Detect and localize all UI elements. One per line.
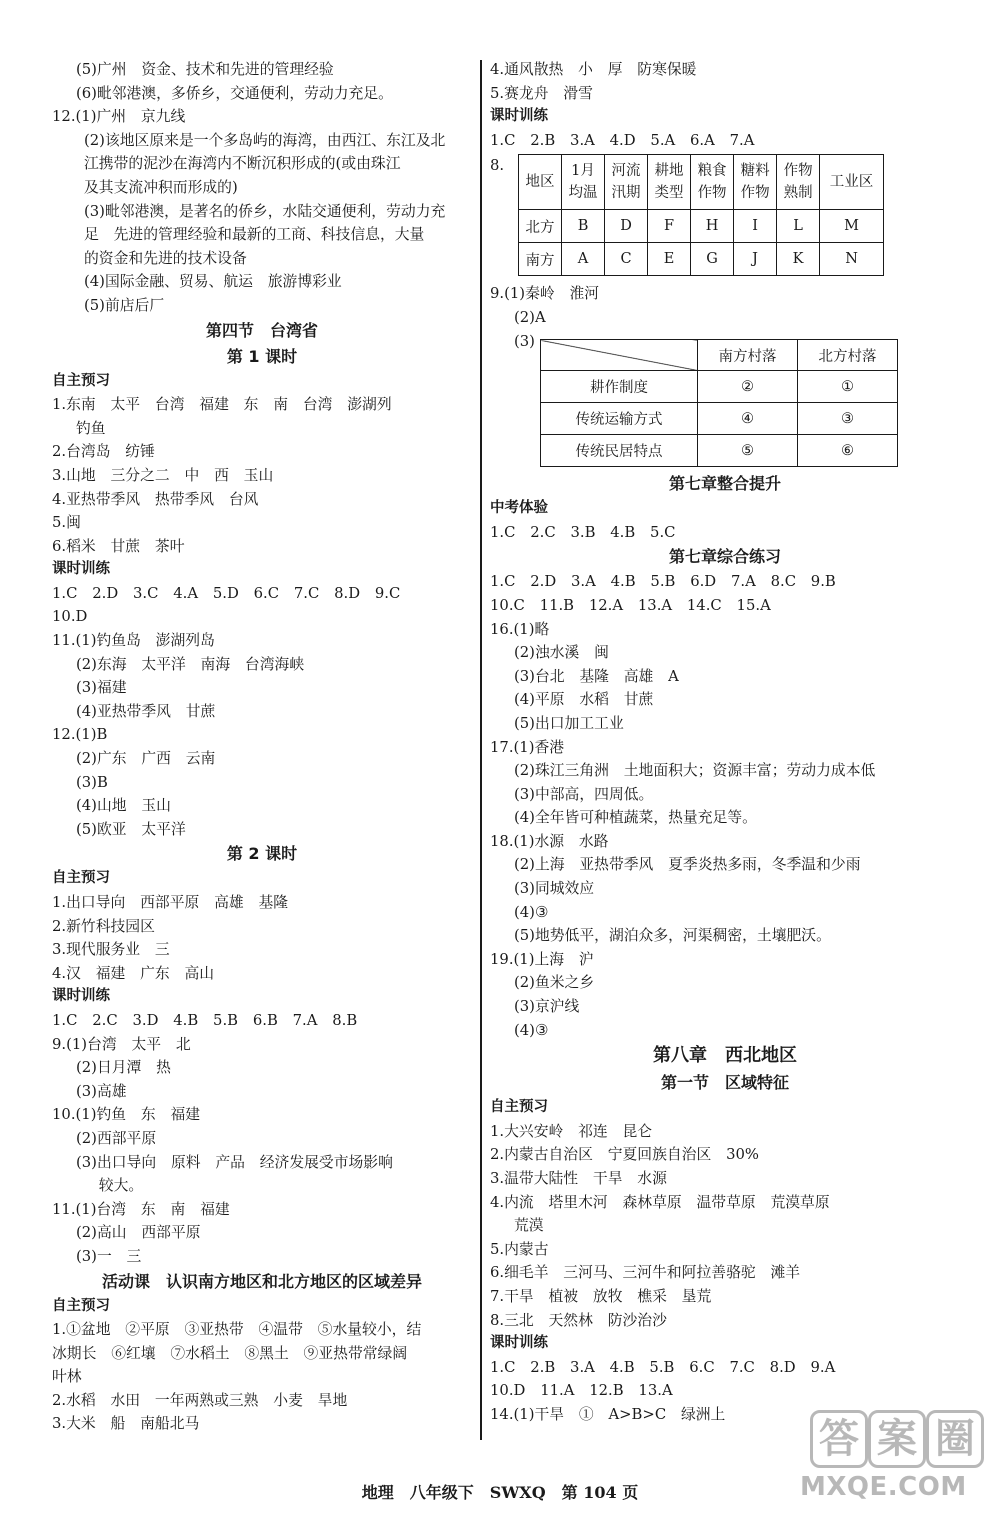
section-heading: 中考体验	[490, 500, 548, 517]
answer-line: (2)东海 太平洋 南海 台湾海峡	[76, 655, 305, 673]
table8-cell: I	[734, 210, 777, 243]
answer-line: 3.温带大陆性 干旱 水源	[490, 1170, 667, 1187]
answer-line: 2.水稻 水田 一年两熟或三熟 小麦 旱地	[52, 1391, 348, 1409]
answer-line: (2)日月潭 热	[76, 1059, 171, 1077]
table8-cell: D	[605, 210, 648, 243]
answer-line: 1.C 2.B 3.A 4.B 5.B 6.C 7.C 8.D 9.A	[490, 1358, 836, 1376]
table8-cell: N	[820, 243, 884, 276]
right-column	[490, 58, 960, 1427]
question-9-table-wrap	[490, 339, 960, 467]
answer-line: (5)出口加工工业	[514, 714, 624, 732]
table9-cell: 耕作制度	[541, 371, 698, 403]
column-divider	[480, 60, 482, 1440]
answer-line: (2)A	[514, 308, 546, 326]
answer-line: 钓鱼	[76, 419, 106, 437]
table8-header-cell: 地区	[519, 155, 562, 210]
answer-line: 9.(1)台湾 太平 北	[52, 1035, 191, 1053]
answer-line: (3)同城效应	[514, 880, 595, 898]
answer-line: 及其支流冲积而形成的)	[84, 178, 238, 196]
table8-header-cell: 1月 均温	[562, 155, 605, 210]
section-heading: 第八章 西北地区	[653, 1045, 797, 1067]
table8-cell: K	[777, 243, 820, 276]
answer-line: (3)高雄	[76, 1082, 127, 1100]
answer-line: (2)广东 广西 云南	[76, 750, 216, 768]
answer-line: 4.通风散热 小 厚 防寒保暖	[490, 61, 697, 78]
answer-line: (3)B	[76, 773, 108, 791]
answer-line: 6.稻米 甘蔗 茶叶	[52, 537, 185, 555]
table9-header-cell	[541, 340, 698, 371]
watermark-char: 案	[868, 1410, 926, 1468]
answer-line: (5)前店后厂	[84, 296, 165, 314]
q8-label: 8.	[490, 157, 505, 175]
answer-line: 18.(1)水源 水路	[490, 832, 609, 850]
answer-line: 足 先进的管理经验和最新的工商、科技信息，大量	[84, 226, 425, 244]
answer-line: 1.C 2.D 3.A 4.B 5.B 6.D 7.A 8.C 9.B	[490, 573, 836, 591]
answer-line: 3.大米 船 南船北马	[52, 1415, 200, 1433]
answer-line: (3)毗邻港澳，是著名的侨乡，水陆交通便利，劳动力充	[84, 202, 446, 220]
answer-line: 10.D 11.A 12.B 13.A	[490, 1382, 673, 1400]
answer-line: 19.(1)上海 沪	[490, 950, 594, 968]
answer-line: 较大。	[84, 1177, 144, 1195]
answer-line: (2)高山 西部平原	[76, 1224, 201, 1242]
answer-line: 5.内蒙古	[490, 1240, 549, 1258]
table9-cell: ③	[798, 403, 898, 435]
right-top-block	[490, 58, 960, 152]
table8-cell: C	[605, 243, 648, 276]
answer-line: 荒漠	[514, 1217, 544, 1235]
answer-line: 10.C 11.B 12.A 13.A 14.C 15.A	[490, 596, 771, 614]
answer-line: 12.(1)B	[52, 726, 108, 744]
table8-cell: A	[562, 243, 605, 276]
answer-line: (2)该地区原来是一个多岛屿的海湾，由西江、东江及北	[84, 131, 446, 149]
section-heading: 第七章综合练习	[668, 547, 781, 567]
answer-line: 叶林	[52, 1368, 82, 1386]
answer-line: 的资金和先进的技术设备	[84, 249, 247, 267]
answer-line: (3)京沪线	[514, 998, 580, 1016]
table9-header-cell: 南方村落	[698, 340, 798, 371]
table8-header-cell: 作物 熟制	[777, 155, 820, 210]
right-bottom-block	[490, 471, 960, 1426]
answer-line: 16.(1)略	[490, 620, 550, 638]
table9-cell: ⑤	[698, 435, 798, 467]
answer-line: 2.新竹科技园区	[52, 917, 155, 935]
answer-line: (4)③	[514, 903, 549, 921]
watermark-logo	[800, 1410, 990, 1514]
answer-line: (5)地势低平，湖泊众多，河渠稠密，土壤肥沃。	[514, 927, 831, 945]
village-comparison-table	[540, 339, 898, 467]
answer-line: 3.山地 三分之二 中 西 玉山	[52, 466, 274, 484]
answer-line: 8.三北 天然林 防沙治沙	[490, 1311, 667, 1329]
table8-header-cell: 河流 汛期	[605, 155, 648, 210]
answer-line: 11.(1)钓鱼岛 澎湖列岛	[52, 632, 215, 650]
answer-line: (2)西部平原	[76, 1129, 157, 1147]
table8-cell: M	[820, 210, 884, 243]
section-heading: 第 1 课时	[226, 346, 298, 366]
watermark-char: 圈	[926, 1410, 984, 1468]
answer-line: (4)国际金融、贸易、航运 旅游博彩业	[84, 273, 342, 291]
table8-header-cell: 工业区	[820, 155, 884, 210]
answer-line: 1.出口导向 西部平原 高雄 基隆	[52, 894, 289, 911]
answer-line: (2)上海 亚热带季风 夏季炎热多雨，冬季温和少雨	[514, 856, 861, 874]
section-heading: 第一节 区域特征	[660, 1073, 789, 1093]
table9-header-cell: 北方村落	[798, 340, 898, 371]
answer-line: (4)山地 玉山	[76, 797, 171, 815]
answer-line: (2)浊水溪 闽	[514, 644, 609, 662]
table9-cell: 传统民居特点	[541, 435, 698, 467]
table8-cell: G	[691, 243, 734, 276]
answer-line: 1.大兴安岭 祁连 昆仑	[490, 1122, 653, 1140]
section-heading: 课时训练	[52, 988, 110, 1005]
answer-line: 14.(1)干旱 ① A>B>C 绿洲上	[490, 1405, 726, 1423]
answer-line: 4.内流 塔里木河 森林草原 温带草原 荒漠草原	[490, 1193, 830, 1211]
section-heading: 自主预习	[52, 372, 110, 389]
watermark-site: MXQE.COM	[800, 1472, 967, 1502]
answer-line: 17.(1)香港	[490, 738, 565, 756]
answer-line: (2)鱼米之乡	[514, 974, 595, 992]
answer-line: 10.D	[52, 608, 88, 626]
section-heading: 自主预习	[490, 1099, 548, 1116]
answer-line: (2)珠江三角洲 土地面积大；资源丰富；劳动力成本低	[514, 762, 876, 780]
section-heading: 第七章整合提升	[668, 474, 781, 494]
table8-cell: 北方	[519, 210, 562, 243]
table8-cell: J	[734, 243, 777, 276]
answer-line: (5)广州 资金、技术和先进的管理经验	[76, 61, 334, 78]
question-8	[490, 154, 960, 276]
table9-cell: ①	[798, 371, 898, 403]
answer-line: 1.①盆地 ②平原 ③亚热带 ④温带 ⑤水量较小，结	[52, 1321, 422, 1339]
left-column	[52, 58, 472, 1436]
table8-cell: B	[562, 210, 605, 243]
table8-cell: L	[777, 210, 820, 243]
table8-cell: F	[648, 210, 691, 243]
table8-header-cell: 耕地 类型	[648, 155, 691, 210]
answer-line: (3)中部高，四周低。	[514, 785, 654, 803]
section-heading: 第四节 台湾省	[205, 320, 318, 340]
answer-line: 5.闽	[52, 514, 81, 532]
answer-line: 6.细毛羊 三河马、三河牛和阿拉善骆驼 滩羊	[490, 1264, 801, 1282]
section-heading: 活动课 认识南方地区和北方地区的区域差异	[101, 1271, 422, 1291]
answer-line: (3)出口导向 原料 产品 经济发展受市场影响	[76, 1153, 393, 1171]
answer-line: (4)平原 水稻 甘蔗	[514, 691, 654, 709]
answer-line: 3.现代服务业 三	[52, 941, 170, 959]
watermark-char: 答	[810, 1410, 868, 1468]
section-heading: 课时训练	[490, 108, 548, 125]
table8-cell: E	[648, 243, 691, 276]
answer-line: 4.亚热带季风 热带季风 台风	[52, 490, 259, 508]
section-heading: 自主预习	[52, 1297, 110, 1314]
table8-header-cell: 粮食 作物	[691, 155, 734, 210]
answer-line: 冰期长 ⑥红壤 ⑦水稻土 ⑧黑土 ⑨亚热带常绿阔	[52, 1344, 408, 1362]
answer-line: 2.台湾岛 纺锤	[52, 443, 155, 461]
answer-line: (6)毗邻港澳，多侨乡，交通便利，劳动力充足。	[76, 84, 393, 102]
section-heading: 自主预习	[52, 870, 110, 887]
answer-line: (4)全年皆可种植蔬菜，热量充足等。	[514, 809, 757, 827]
answer-line: 10.(1)钓鱼 东 福建	[52, 1106, 201, 1124]
answer-line: (3)福建	[76, 679, 127, 697]
answer-line: 11.(1)台湾 东 南 福建	[52, 1200, 230, 1218]
answer-line: 9.(1)秦岭 淮河	[490, 285, 600, 303]
table9-cell: ②	[698, 371, 798, 403]
page-footer: 地理 八年级下 SWXQ 第 104 页	[361, 1483, 639, 1502]
table9-cell: 传统运输方式	[541, 403, 698, 435]
answer-line: 1.C 2.D 3.C 4.A 5.D 6.C 7.C 8.D 9.C	[52, 584, 401, 602]
region-comparison-table	[518, 154, 884, 276]
section-heading: 课时训练	[490, 1335, 548, 1352]
answer-line: 4.汉 福建 广东 高山	[52, 964, 215, 982]
table8-cell: 南方	[519, 243, 562, 276]
answer-line: 2.内蒙古自治区 宁夏回族自治区 30%	[490, 1146, 759, 1164]
table9-cell: ⑥	[798, 435, 898, 467]
answer-line: (3)一 三	[76, 1247, 142, 1265]
answer-line: 1.C 2.C 3.D 4.B 5.B 6.B 7.A 8.B	[52, 1011, 358, 1029]
answer-line: 江携带的泥沙在海湾内不断沉积形成的(或由珠江	[84, 155, 401, 173]
section-heading: 第 2 课时	[226, 844, 298, 864]
answer-line: 1.C 2.B 3.A 4.D 5.A 6.A 7.A	[490, 131, 755, 149]
answer-line: (3)台北 基隆 高雄 A	[514, 667, 679, 685]
answer-line: (4)亚热带季风 甘蔗	[76, 702, 216, 720]
answer-line: 1.东南 太平 台湾 福建 东 南 台湾 澎湖列	[52, 396, 392, 414]
table9-cell: ④	[698, 403, 798, 435]
answer-line: 5.赛龙舟 滑雪	[490, 84, 593, 102]
answer-line: (4)③	[514, 1021, 549, 1039]
answer-line: 12.(1)广州 京九线	[52, 108, 186, 126]
answer-line: (5)欧亚 太平洋	[76, 820, 186, 838]
table8-header-cell: 糖料 作物	[734, 155, 777, 210]
answer-line: 7.干旱 植被 放牧 樵采 垦荒	[490, 1287, 712, 1305]
table8-cell: H	[691, 210, 734, 243]
section-heading: 课时训练	[52, 561, 110, 578]
answer-line: (3)	[514, 332, 535, 350]
answer-line: 1.C 2.C 3.B 4.B 5.C	[490, 523, 676, 541]
